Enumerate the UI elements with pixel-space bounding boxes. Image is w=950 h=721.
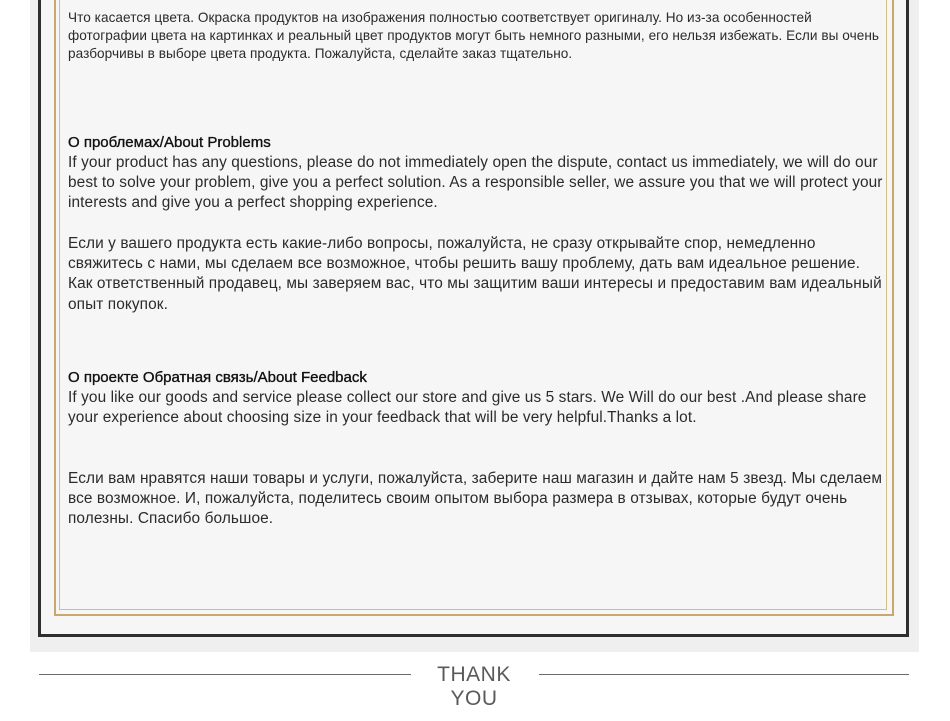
problems-text-ru: Если у вашего продукта есть какие-либо вопросы, пожалуйста, не сразу открывайте спор, немедленно свяжитесь с нами, мы сделаем все возможное, чтобы решить вашу проблему, дать вам идеальное решение. Как ответственный продавец, мы заверяем вас, что мы защитим ваши интересы и предоставим вам идеальный опыт покупок. <box>68 235 882 313</box>
divider-line-left <box>39 674 411 675</box>
feedback-text-ru: Если вам нравятся наши товары и услуги, пожалуйста, заберите наш магазин и дайте нам 5 звезд. Мы сделаем все возможное. И, пожалуйста, поделитесь своим опытом выбора размера в отзывах, которые будут очень полезны. Спасибо большое. <box>68 470 883 528</box>
problems-text-en: If your product has any questions, please do not immediately open the dispute, contact us immediately, we will do our best to solve your problem, give you a perfect solution. As a responsible seller, we assure you that we will protect your interests and give you a perfect shopping experience. <box>68 154 883 212</box>
color-note-text: Что касается цвета. Окраска продуктов на изображения полностью соответствует оригиналу. Но из-за особенностей фотографии цвета на картинках и реальный цвет продуктов могут быть немного разными, его нельзя избежать. Если вы очень разборчивы в выборе цвета продукта. Пожалуйста, сделайте заказ тщательно. <box>68 10 880 62</box>
thank-you-divider <box>39 660 909 710</box>
thank-you-text: THANK YOU <box>437 663 511 710</box>
divider-line-right <box>539 674 909 675</box>
problems-heading: О проблемах/About Problems <box>68 134 271 151</box>
feedback-text-en: If you like our goods and service please collect our store and give us 5 stars. We Will do our best .And please share your experience about choosing size in your feedback that will be very helpful.Thanks a lot. <box>68 389 867 427</box>
feedback-heading: О проекте Обратная связь/About Feedback <box>68 369 367 386</box>
